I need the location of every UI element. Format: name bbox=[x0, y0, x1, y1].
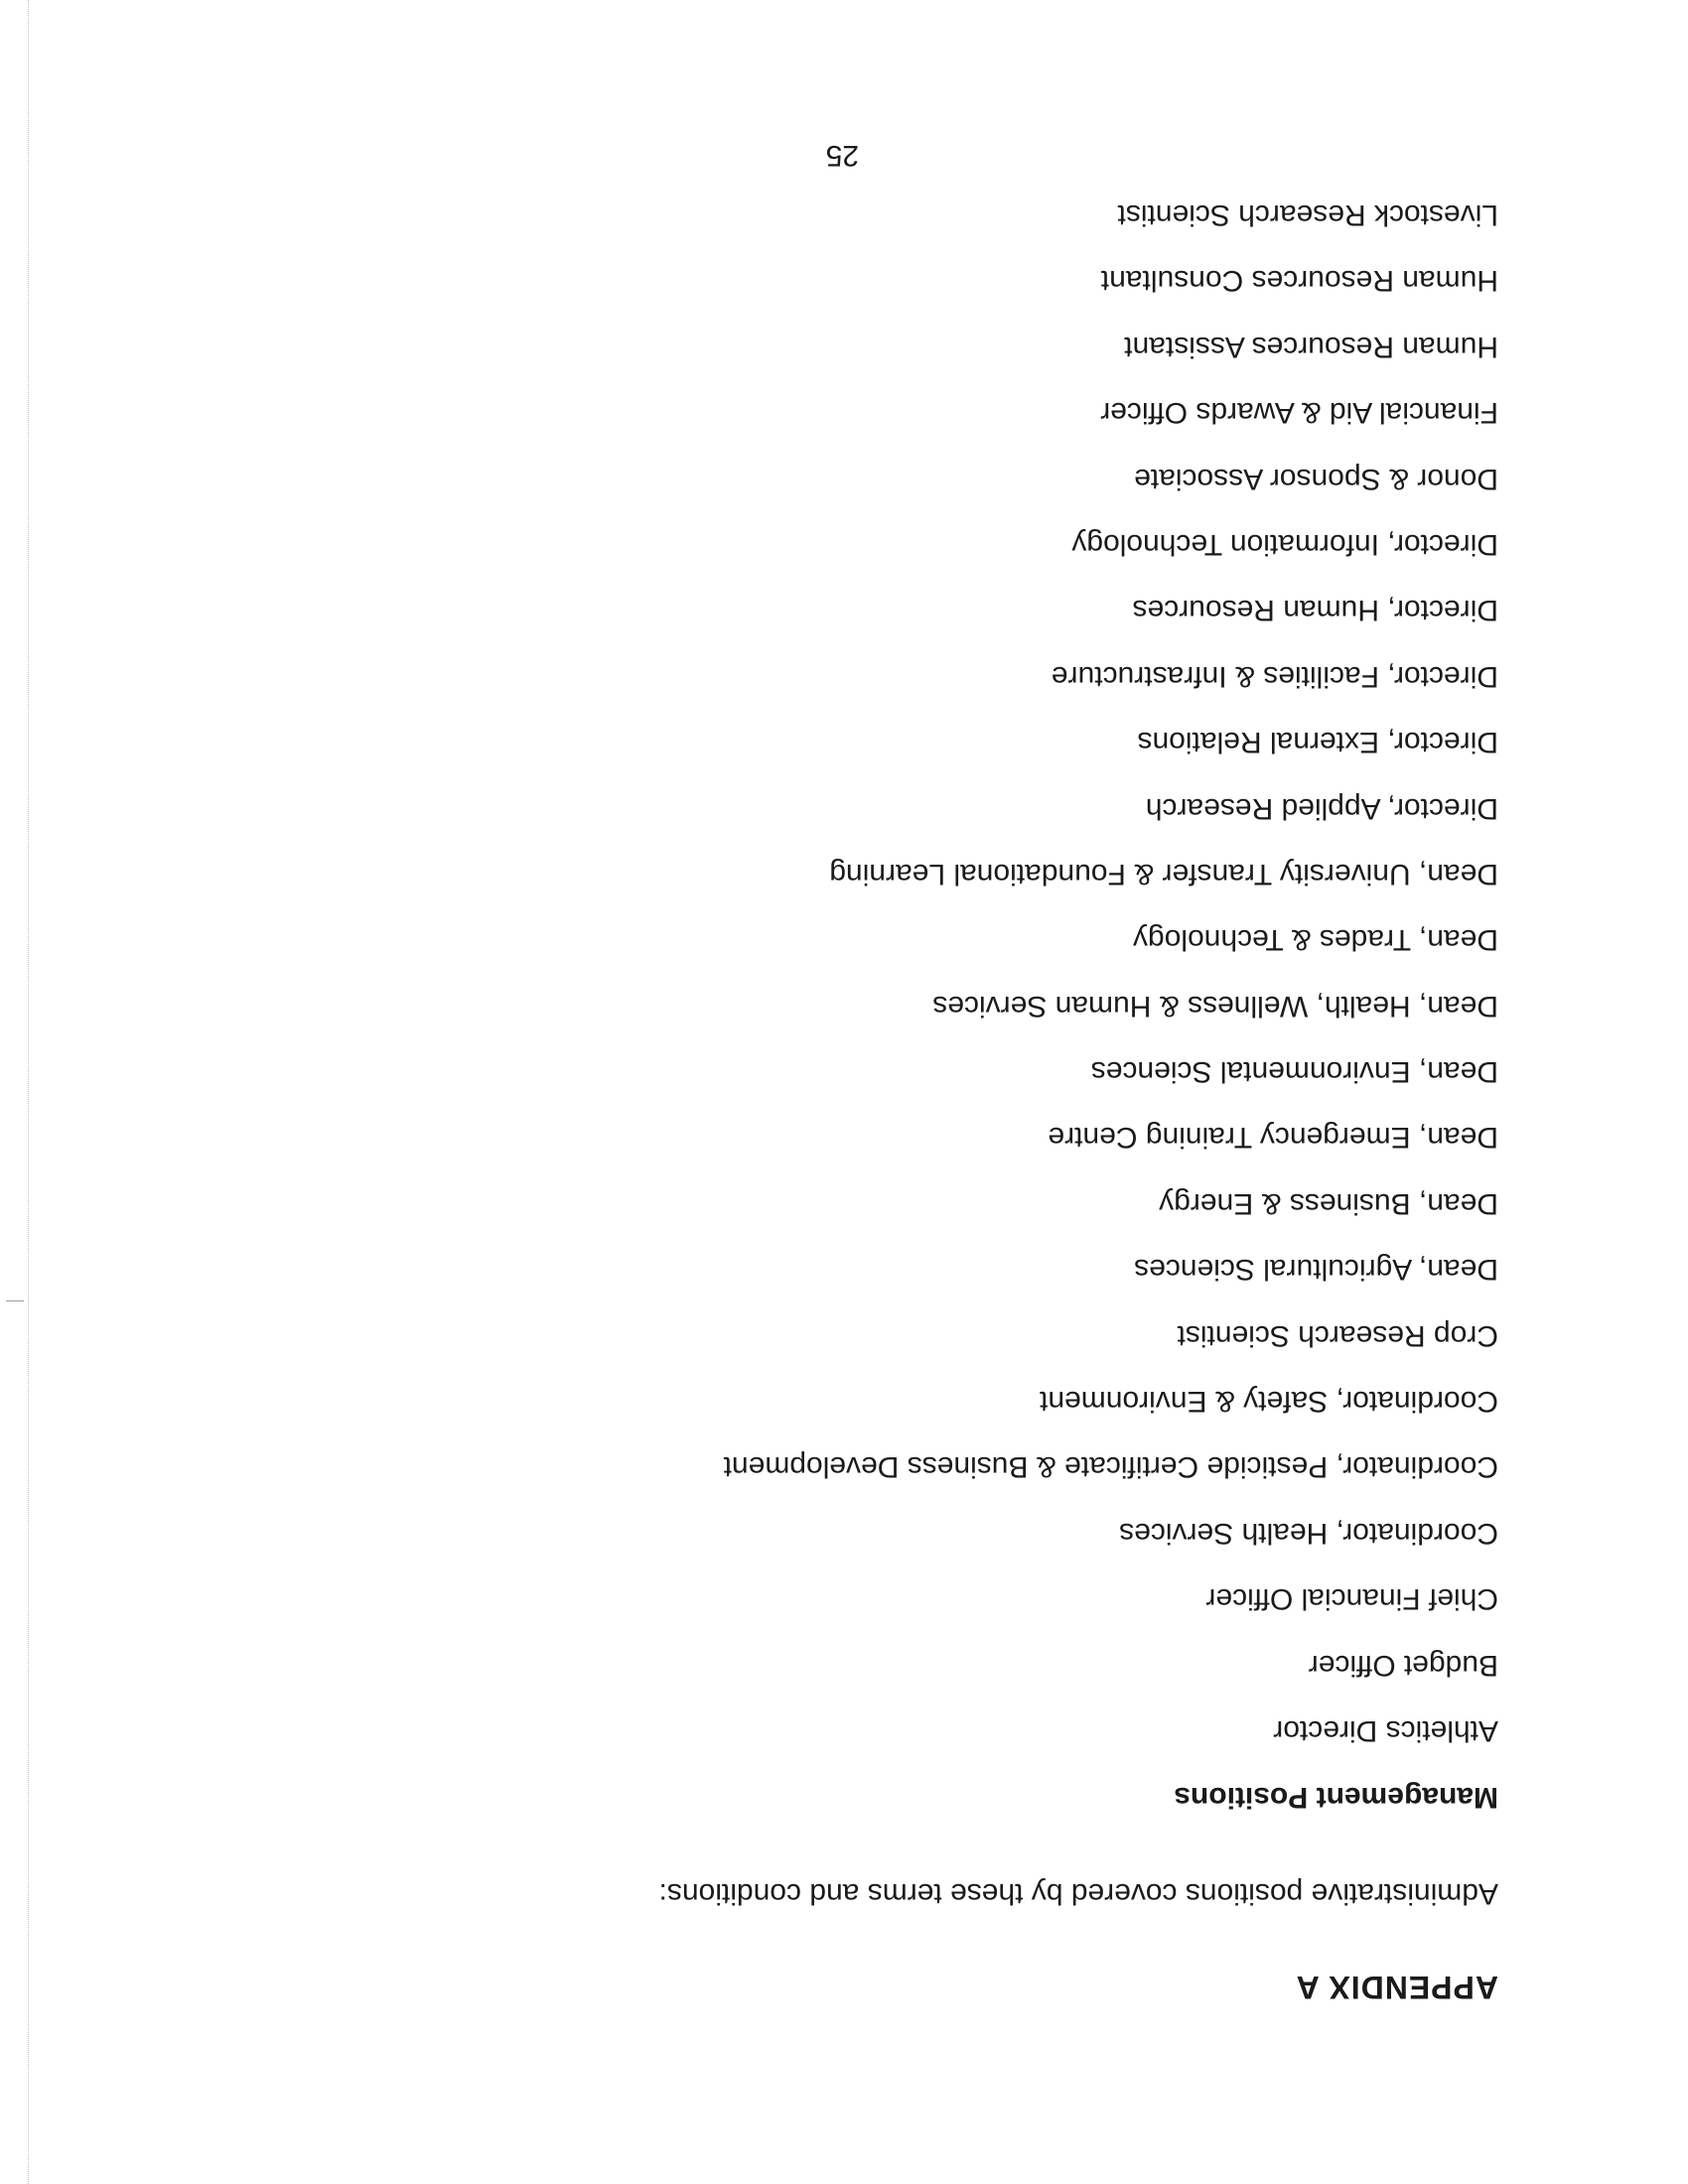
page-number: 25 bbox=[825, 139, 859, 172]
intro-text: Administrative positions covered by these terms and conditions: bbox=[658, 1877, 1498, 1910]
list-item: Dean, Emergency Training Centre bbox=[1048, 1121, 1498, 1155]
list-item: Dean, Health, Wellness & Human Services bbox=[932, 989, 1498, 1023]
list-item: Director, Human Resources bbox=[1132, 594, 1498, 627]
list-item: Director, Applied Research bbox=[1145, 791, 1498, 825]
list-item: Donor & Sponsor Associate bbox=[1134, 462, 1498, 495]
list-item: Dean, Environmental Sciences bbox=[1090, 1055, 1498, 1089]
list-item: Human Resources Consultant bbox=[1100, 264, 1498, 298]
list-item: Livestock Research Scientist bbox=[1117, 199, 1498, 232]
list-item: Coordinator, Pesticide Certificate & Business Development bbox=[723, 1450, 1498, 1484]
appendix-title: APPENDIX A bbox=[1295, 1970, 1498, 2005]
list-item: Chief Financial Officer bbox=[1205, 1582, 1498, 1616]
list-item: Athletics Director bbox=[1273, 1714, 1498, 1747]
list-item: Budget Officer bbox=[1308, 1648, 1498, 1682]
list-item: Director, Information Technology bbox=[1071, 527, 1498, 561]
list-item: Director, External Relations bbox=[1137, 726, 1498, 759]
list-item: Dean, Business & Energy bbox=[1159, 1186, 1498, 1220]
section-heading: Management Positions bbox=[1174, 1781, 1498, 1814]
list-item: Financial Aid & Awards Officer bbox=[1100, 396, 1498, 430]
list-item: Dean, Trades & Technology bbox=[1132, 923, 1498, 957]
list-item: Coordinator, Safety & Environment bbox=[1040, 1385, 1498, 1419]
list-item: Director, Facilities & Infrastructure bbox=[1051, 659, 1498, 693]
list-item: Coordinator, Health Services bbox=[1119, 1516, 1498, 1550]
positions-list bbox=[724, 167, 1498, 1748]
list-item: Crop Research Scientist bbox=[1177, 1318, 1498, 1352]
list-item: Dean, Agricultural Sciences bbox=[1134, 1253, 1498, 1287]
list-item: Human Resources Assistant bbox=[1124, 330, 1498, 363]
list-item: Dean, University Transfer & Foundational Learning bbox=[829, 857, 1498, 890]
